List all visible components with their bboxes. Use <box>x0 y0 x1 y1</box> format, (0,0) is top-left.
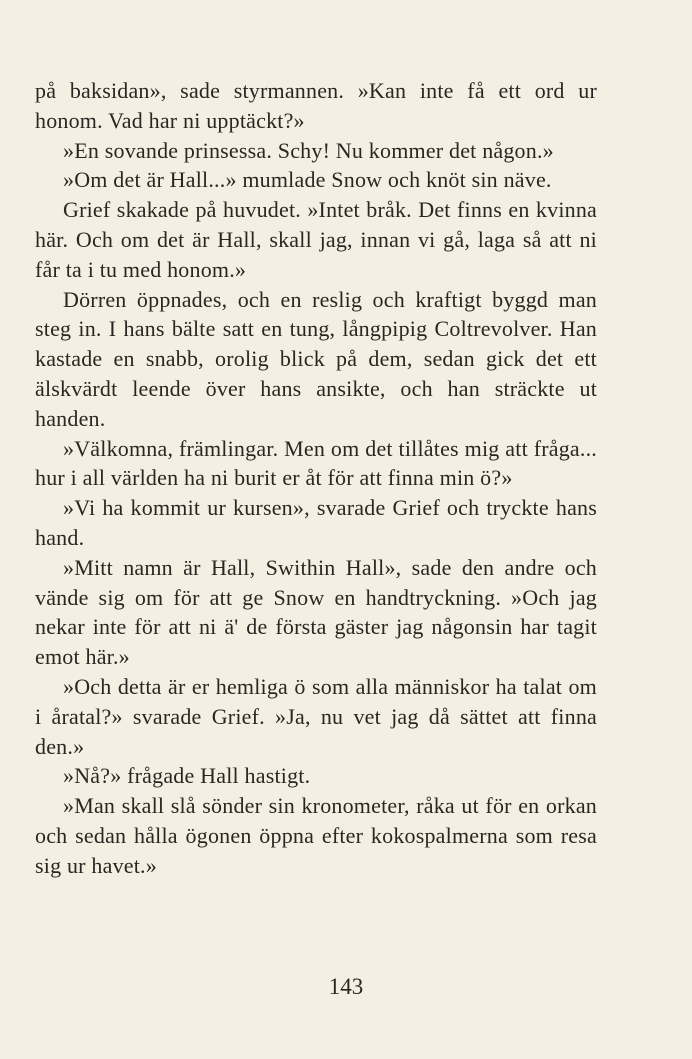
page-number: 143 <box>328 974 364 999</box>
paragraph: »Mitt namn är Hall, Swithin Hall», sade den andre och vände sig om för att ge Snow en handtryckning. »Och jag nekar inte för att ni ä' de första gäster jag någonsin har tagit emot här.» <box>35 554 597 670</box>
body-text <box>35 76 597 881</box>
paragraph: »Nå?» frågade Hall hastigt. <box>63 763 311 789</box>
paragraph: »Och detta är er hemliga ö som alla människor ha talat om i åratal?» svarade Grief. »Ja, nu vet jag då sättet att finna den.» <box>35 673 597 759</box>
paragraph: Grief skakade på huvudet. »Intet bråk. Det finns en kvinna här. Och om det är Hall, skall jag, innan vi gå, laga så att ni får ta i tu med honom.» <box>35 197 597 282</box>
paragraph: »Välkomna, främlingar. Men om det tillåtes mig att fråga... hur i all världen ha ni burit er åt för att finna min ö?» <box>35 435 597 491</box>
paragraph: på baksidan», sade styrmannen. »Kan inte få ett ord ur honom. Vad har ni upptäckt?» <box>35 78 597 133</box>
paragraph: »Man skall slå sönder sin kronometer, råka ut för en orkan och sedan hålla ögonen öppna efter kokospalmerna som resa sig ur havet.» <box>35 793 597 878</box>
paragraph: »Om det är Hall...» mumlade Snow och knöt sin näve. <box>63 167 552 193</box>
paragraph: Dörren öppnades, och en reslig och kraftigt byggd man steg in. I hans bälte satt en tung, långpipig Coltrevolver. Han kastade en snabb, orolig blick på dem, sedan gick det ett älskvärdt leende över hans ansikte, och han sträckte ut handen. <box>35 286 597 431</box>
paragraph: »En sovande prinsessa. Schy! Nu kommer det någon.» <box>63 137 554 163</box>
paragraph: »Vi ha kommit ur kursen», svarade Grief och tryckte hans hand. <box>35 495 597 550</box>
